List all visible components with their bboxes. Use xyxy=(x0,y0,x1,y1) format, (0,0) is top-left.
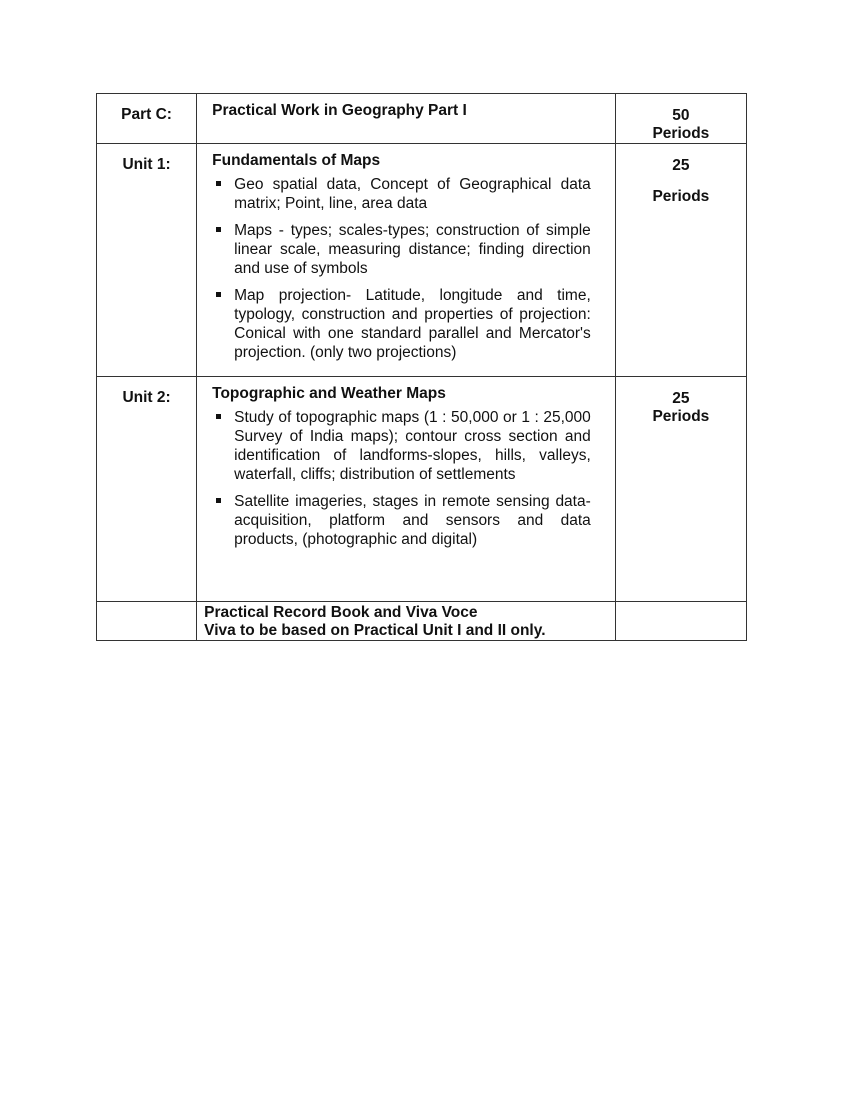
row-periods-cell xyxy=(615,144,746,377)
row-periods-cell xyxy=(615,377,746,602)
row-label-cell xyxy=(97,94,197,144)
row-periods-cell xyxy=(615,602,746,641)
list-item: Map projection- Latitude, longitude and time, typology, construction and properties of projection: Conical with one standard parallel and Mercator's projection. (only two projections) xyxy=(234,287,591,361)
list-item: Study of topographic maps (1 : 50,000 or 1 : 25,000 Survey of India maps); contour cross section and identification of landforms-slopes, hills, valleys, waterfall, cliffs; distribution of settlements xyxy=(234,409,591,483)
row-label-cell xyxy=(97,377,197,602)
periods-value xyxy=(616,94,746,143)
periods-word: Periods xyxy=(652,125,710,142)
unit-heading: Fundamentals of Maps xyxy=(212,152,381,169)
section-heading: Practical Work in Geography Part I xyxy=(212,102,467,119)
topic-list xyxy=(197,408,615,563)
row-label: Unit 1: xyxy=(122,156,171,173)
table-row xyxy=(97,602,747,641)
row-label: Part C: xyxy=(121,106,172,123)
list-item: Maps - types; scales-types; construction of simple linear scale, measuring distance; finding direction and use of symbols xyxy=(234,222,591,277)
row-label: Unit 2: xyxy=(122,389,171,406)
row-label-cell xyxy=(97,144,197,377)
syllabus-table xyxy=(96,93,747,641)
record-line: Viva to be based on Practical Unit I and II only. xyxy=(204,622,546,639)
row-content-cell xyxy=(197,94,616,144)
list-item: Satellite imageries, stages in remote sensing data- acquisition, platform and sensors and data products, (photographic and digital) xyxy=(234,493,591,548)
record-line: Practical Record Book and Viva Voce xyxy=(204,604,478,621)
row-content-cell xyxy=(197,144,616,377)
practical-record-note xyxy=(197,602,615,640)
periods-value xyxy=(616,377,746,426)
table-row xyxy=(97,144,747,377)
table-row xyxy=(97,377,747,602)
row-label-cell xyxy=(97,602,197,641)
periods-word: Periods xyxy=(652,408,710,425)
row-periods-cell xyxy=(615,94,746,144)
periods-word: Periods xyxy=(652,188,710,205)
list-item: Geo spatial data, Concept of Geographical data matrix; Point, line, area data xyxy=(234,176,591,212)
periods-number: 25 xyxy=(672,157,690,174)
row-content-cell xyxy=(197,602,616,641)
periods-value xyxy=(616,144,746,206)
topic-list xyxy=(197,175,615,376)
periods-number: 50 xyxy=(672,107,690,124)
table-row xyxy=(97,94,747,144)
row-content-cell xyxy=(197,377,616,602)
periods-number: 25 xyxy=(672,390,690,407)
unit-heading: Topographic and Weather Maps xyxy=(212,385,446,402)
